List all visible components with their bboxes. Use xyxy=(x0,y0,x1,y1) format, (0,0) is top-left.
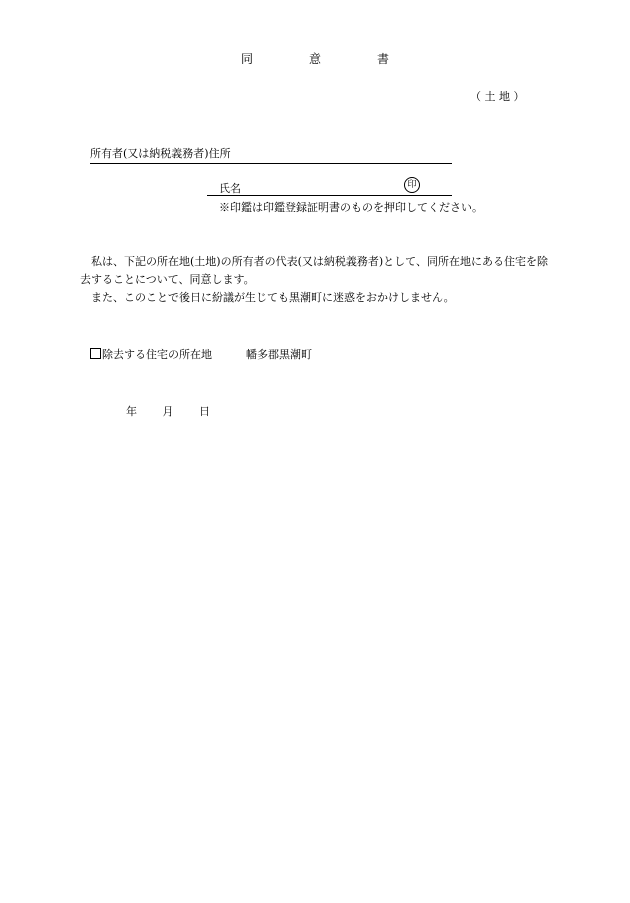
location-label: 除去する住宅の所在地 xyxy=(102,348,212,361)
date-month: 月 xyxy=(162,405,174,418)
location-checkbox[interactable] xyxy=(90,348,101,359)
land-note: （ 土 地 ） xyxy=(470,90,525,103)
title-char: 同 xyxy=(240,52,253,66)
location-value: 幡多郡黒潮町 xyxy=(246,348,312,361)
location-row xyxy=(90,346,312,362)
title-char: 書 xyxy=(377,52,390,66)
address-field[interactable] xyxy=(90,145,452,164)
name-field[interactable] xyxy=(207,180,452,196)
name-label: 氏名 xyxy=(219,182,241,195)
consent-paragraph: また、このことで後日に紛議が生じても黒潮町に迷惑をおかけしません。 xyxy=(91,291,455,304)
date-day: 日 xyxy=(199,405,210,418)
date-year: 年 xyxy=(126,405,137,418)
title-char: 意 xyxy=(308,52,321,66)
address-label: 所有者(又は納税義務者)住所 xyxy=(90,147,231,160)
seal-icon: 印 xyxy=(404,177,420,193)
consent-paragraph: 私は、下記の所在地(土地)の所有者の代表(又は納税義務者)として、同所在地にある住宅を除去することについて、同意します。 xyxy=(80,255,548,286)
date-field[interactable] xyxy=(126,403,232,419)
seal-note: ※印鑑は印鑑登録証明書のものを押印してください。 xyxy=(219,201,483,214)
consent-body xyxy=(80,253,550,307)
document-title xyxy=(0,50,630,67)
